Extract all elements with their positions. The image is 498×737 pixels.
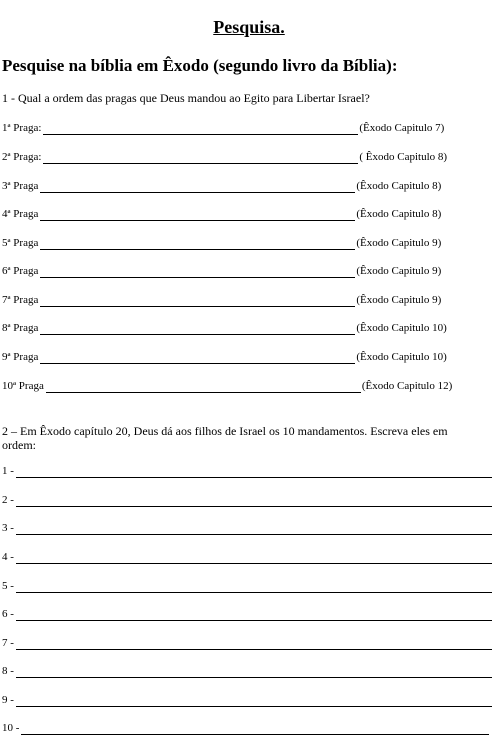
commandment-answer-line[interactable] xyxy=(21,724,489,735)
commandment-row xyxy=(2,551,492,564)
commandment-number: 6 - xyxy=(2,608,14,620)
plague-reference: (Êxodo Capitulo 9) xyxy=(356,237,442,249)
plague-answer-line[interactable] xyxy=(40,324,355,335)
commandment-row xyxy=(2,694,492,707)
plague-row xyxy=(2,351,447,364)
question-1: 1 - Qual a ordem das pragas que Deus mandou ao Egito para Libertar Israel? xyxy=(2,91,370,105)
commandment-row xyxy=(2,494,492,507)
commandment-answer-line[interactable] xyxy=(16,610,492,621)
plague-answer-line[interactable] xyxy=(40,182,355,193)
page-title: Pesquisa. xyxy=(213,17,285,37)
commandment-answer-line[interactable] xyxy=(16,496,492,507)
commandment-answer-line[interactable] xyxy=(16,667,492,678)
plague-answer-line[interactable] xyxy=(46,382,361,393)
plague-label: 5ª Praga xyxy=(2,237,39,249)
commandment-answer-line[interactable] xyxy=(16,524,492,535)
plague-reference: (Êxodo Capitulo 12) xyxy=(361,380,453,392)
plague-row xyxy=(2,151,447,164)
plague-label: 3ª Praga xyxy=(2,180,39,192)
commandment-number: 3 - xyxy=(2,522,14,534)
commandment-row xyxy=(2,637,492,650)
plague-label: 6ª Praga xyxy=(2,265,39,277)
plague-answer-line[interactable] xyxy=(40,210,355,221)
commandment-row xyxy=(2,722,489,735)
commandment-number: 1 - xyxy=(2,465,14,477)
plague-reference: (Êxodo Capitulo 9) xyxy=(356,294,442,306)
commandment-row xyxy=(2,580,492,593)
plague-label: 7ª Praga xyxy=(2,294,39,306)
commandment-answer-line[interactable] xyxy=(16,582,492,593)
plague-answer-line[interactable] xyxy=(40,296,355,307)
commandment-number: 8 - xyxy=(2,665,14,677)
commandment-answer-line[interactable] xyxy=(16,553,492,564)
commandment-row xyxy=(2,465,492,478)
commandment-row xyxy=(2,665,492,678)
plague-label: 4ª Praga xyxy=(2,208,39,220)
plague-label: 9ª Praga xyxy=(2,351,39,363)
plague-label: 1ª Praga: xyxy=(2,122,42,134)
commandment-number: 5 - xyxy=(2,580,14,592)
plague-label: 10ª Praga xyxy=(2,380,44,392)
plague-reference: ( Êxodo Capitulo 8) xyxy=(359,151,448,163)
commandment-number: 7 - xyxy=(2,637,14,649)
plague-label: 2ª Praga: xyxy=(2,151,42,163)
plague-answer-line[interactable] xyxy=(43,153,358,164)
commandment-number: 9 - xyxy=(2,694,14,706)
commandment-answer-line[interactable] xyxy=(16,467,492,478)
plague-row xyxy=(2,322,447,335)
plague-row xyxy=(2,265,441,278)
plague-row xyxy=(2,122,444,135)
plague-row xyxy=(2,294,441,307)
plague-reference: (Êxodo Capitulo 10) xyxy=(356,322,447,334)
plague-reference: (Êxodo Capitulo 9) xyxy=(356,265,442,277)
plague-reference: (Êxodo Capitulo 10) xyxy=(356,351,447,363)
question-2: 2 – Em Êxodo capítulo 20, Deus dá aos filhos de Israel os 10 mandamentos. Escreva eles em ordem: xyxy=(2,424,448,452)
plague-row xyxy=(2,237,441,250)
commandment-number: 10 - xyxy=(2,722,20,734)
commandment-row xyxy=(2,608,492,621)
subtitle: Pesquise na bíblia em Êxodo (segundo livro da Bíblia): xyxy=(2,56,398,75)
commandment-answer-line[interactable] xyxy=(16,639,492,650)
plague-answer-line[interactable] xyxy=(40,353,355,364)
commandment-number: 2 - xyxy=(2,494,14,506)
commandment-row xyxy=(2,522,492,535)
commandment-number: 4 - xyxy=(2,551,14,563)
plague-answer-line[interactable] xyxy=(40,239,355,250)
plague-row xyxy=(2,380,452,393)
plague-row xyxy=(2,208,441,221)
plague-reference: (Êxodo Capitulo 8) xyxy=(356,180,442,192)
commandment-answer-line[interactable] xyxy=(16,696,492,707)
plague-answer-line[interactable] xyxy=(43,124,358,135)
plague-row xyxy=(2,180,441,193)
plague-reference: (Êxodo Capitulo 7) xyxy=(359,122,445,134)
plague-label: 8ª Praga xyxy=(2,322,39,334)
plague-reference: (Êxodo Capitulo 8) xyxy=(356,208,442,220)
plague-answer-line[interactable] xyxy=(40,267,355,278)
